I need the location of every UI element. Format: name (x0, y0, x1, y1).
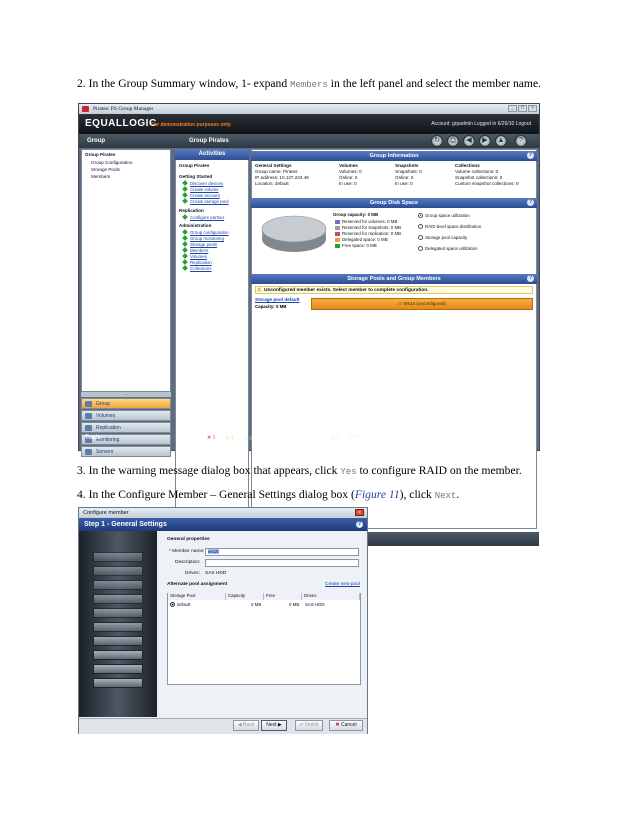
rack-unit (93, 636, 143, 646)
legend-label: Reserved for volumes: 0 MB (342, 219, 398, 224)
legend-item (335, 219, 397, 224)
tools-label[interactable]: Tools (85, 435, 101, 441)
row-drives: SAS HDD (305, 602, 325, 607)
bullet-icon (182, 229, 188, 235)
link-admin[interactable]: Storage pools (183, 242, 217, 247)
nav-replication[interactable] (81, 422, 171, 433)
tree-item-storage-pools[interactable]: Storage Pools (91, 167, 120, 172)
col-storage-pool[interactable]: Storage Pool (168, 593, 226, 600)
bullet-icon (182, 265, 188, 271)
general-settings-block: General Settings Group name: Pirates IP address: 10.127.234.46 Location: default (255, 163, 309, 186)
main-panel-title: Group Pirates (189, 138, 229, 144)
tree-item-group[interactable]: Group Pirates (85, 152, 116, 157)
link-configure-partner[interactable]: Configure partner (183, 215, 224, 220)
close-button[interactable]: × (528, 105, 537, 112)
equallogic-logo: EQUALLOGIC (85, 118, 157, 129)
maximize-button[interactable]: □ (518, 105, 527, 112)
group-capacity-label: Group capacity: 0 MB (333, 212, 379, 217)
alarm-info: ⓘ 0 (243, 436, 253, 442)
legend-item (335, 225, 401, 230)
link-admin[interactable]: Group configuration (183, 230, 229, 235)
row-capacity: 0 MB (251, 602, 262, 607)
nav-servers[interactable] (81, 446, 171, 457)
step-4-part: 4. In the Configure Member – General Settings dialog box ( (77, 488, 355, 501)
replication-icon (85, 425, 92, 431)
step-3-text (77, 464, 522, 479)
button-row (79, 718, 367, 734)
col-free[interactable]: Free (264, 593, 302, 600)
bullet-icon (182, 198, 188, 204)
activities-group: Group Pirates (179, 163, 210, 168)
step-3-part: 3. In the warning message dialog box that appears, click (77, 464, 341, 477)
legend-label: Free space: 0 MB (342, 243, 377, 248)
op-running: ⚙ 0 (331, 435, 340, 441)
dialog-title: Configure member (83, 510, 129, 516)
radio-selected-icon (418, 213, 423, 218)
step-2-part: in the left panel and select the member name. (327, 77, 541, 90)
members-code: Members (290, 80, 328, 90)
row-free: 0 MB (289, 602, 300, 607)
alternate-pool-heading: Alternate pool assignment (167, 582, 228, 587)
refresh-icon[interactable]: ↻ (431, 135, 443, 147)
volumes-icon (85, 413, 92, 419)
step-header: Step 1 - General Settings ? (79, 518, 367, 531)
radio-raid[interactable]: RAID level space distribution (418, 224, 481, 229)
step-4-part: . (456, 488, 460, 501)
rack-unit (93, 608, 143, 618)
link-admin[interactable]: Members (183, 248, 208, 253)
administration-heading: Administration (179, 223, 212, 228)
bullet-icon (182, 180, 188, 186)
op-pending: ⚙ 0 (349, 435, 358, 441)
col-drives[interactable]: Drives (302, 593, 360, 600)
help-icon[interactable]: ? (357, 521, 362, 527)
servers-icon (85, 449, 92, 455)
yes-code: Yes (340, 467, 357, 477)
pie-top (262, 216, 326, 242)
legend-item (335, 231, 401, 236)
link-discover[interactable]: Discover devices (183, 181, 223, 186)
drives-label: Drives: (185, 571, 200, 576)
nav-label: Replication (96, 425, 121, 431)
legend-item (335, 237, 388, 242)
step-3-part: to configure RAID on the member. (356, 464, 522, 477)
finish-button[interactable]: ✔ Finish (295, 720, 323, 731)
next-button[interactable]: Next ▶ (261, 720, 287, 731)
create-pool-link[interactable]: Create new pool (325, 582, 360, 587)
help-icon[interactable]: ? (528, 152, 533, 158)
configure-member-dialog (78, 507, 368, 734)
drives-value: SAS HDD (205, 571, 227, 576)
window-title-bar (79, 104, 539, 114)
panel-splitter[interactable]: ⋯ (81, 392, 171, 397)
col-capacity[interactable]: Capacity (226, 593, 264, 600)
member-name-label: * Member name: (169, 549, 205, 554)
legend-label: Delegated space: 0 MB (342, 237, 388, 242)
volumes-block: Volumes Volumes: 0 Online: 0 In use: 0 (339, 163, 362, 186)
link-create-pool[interactable]: Create storage pool (183, 199, 229, 204)
legend-swatch (335, 232, 340, 236)
left-panel-title: Group (87, 138, 105, 144)
description-input[interactable] (205, 559, 359, 567)
legend-swatch (335, 238, 340, 242)
demo-notice: For demonstration purposes only (151, 122, 231, 128)
radio-icon (418, 235, 423, 240)
nav-group[interactable] (81, 398, 171, 409)
legend-swatch (335, 226, 340, 230)
radio-group-space[interactable]: Group space utilization (418, 213, 470, 218)
close-icon[interactable]: × (355, 509, 364, 516)
minimize-button[interactable]: _ (508, 105, 517, 112)
step-4-part: ), click (399, 488, 435, 501)
collections-block: Collections Volume collections: 0 Snapshot collections: 0 Custom snapshot collections: 0 (455, 163, 519, 186)
disk-space-header: Group Disk Space ? (251, 198, 537, 208)
warning-banner: ⚠ Unconfigured member exists. Select member to complete configuration. (255, 286, 533, 294)
back-button[interactable]: ◀ Back (233, 720, 259, 731)
nav-label: Volumes (96, 413, 116, 419)
step-2-text (77, 77, 541, 92)
cancel-icon: ✖ (335, 722, 340, 728)
alarms-label[interactable]: Alarms (179, 435, 200, 441)
bullet-icon (182, 241, 188, 247)
link-admin[interactable]: Volumes (183, 254, 207, 259)
nav-label: Monitoring (96, 437, 120, 443)
tree-item-members[interactable]: Members (91, 174, 111, 179)
rack-unit (93, 580, 143, 590)
back-icon[interactable]: ◀ (463, 135, 475, 147)
group-icon (85, 401, 92, 407)
bullet-icon (182, 186, 188, 192)
legend-item (335, 243, 377, 248)
nav-volumes[interactable] (81, 410, 171, 421)
rack-unit (93, 664, 143, 674)
window-title: Pirates: PS Group Manager (93, 106, 154, 112)
unconfigured-member-bar[interactable]: ⚠ Ws15 (unconfigured) (311, 298, 533, 310)
next-code: Next (434, 491, 457, 501)
bullet-icon (182, 214, 188, 220)
bullet-icon (182, 259, 188, 265)
radio-pool-capacity[interactable]: Storage pool capacity (418, 235, 467, 240)
link-create-volume[interactable]: Create volume (183, 187, 219, 192)
figure-ref: Figure 11 (354, 488, 400, 501)
getting-started-heading: Getting Started (179, 174, 213, 179)
group-manager-screenshot (78, 103, 540, 455)
group-info-header: Group Information ? (251, 151, 537, 161)
legend-swatch (335, 220, 340, 224)
dialog-title-bar (79, 508, 367, 518)
tree-panel (81, 149, 171, 392)
rack-unit (93, 594, 143, 604)
bullet-icon (182, 253, 188, 259)
print-icon[interactable]: ⎙ (447, 135, 459, 147)
step-4-text (77, 488, 459, 503)
snapshots-block: Snapshots Snapshots: 0 Online: 0 In use: 0 (395, 163, 422, 186)
radio-icon (418, 224, 423, 229)
help-icon[interactable]: ? (528, 199, 533, 205)
radio-selected-icon (170, 602, 175, 607)
radio-icon (418, 246, 423, 251)
rack-unit (93, 650, 143, 660)
rack-unit (93, 622, 143, 632)
capacity-pie-chart (261, 214, 327, 254)
cancel-button[interactable]: ✖ Cancel (329, 720, 363, 731)
pools-header: Storage Pools and Group Members ? (251, 274, 537, 284)
legend-label: Reserved for replication: 0 MB (342, 231, 402, 236)
table-row[interactable]: default (170, 602, 190, 607)
bullet-icon (182, 192, 188, 198)
nav-label: Group (96, 401, 110, 407)
rack-unit (93, 566, 143, 576)
account-info[interactable]: Account: grpadmin Logged in 6/26/10 Logout (431, 121, 531, 127)
activities-title: Activities (175, 149, 249, 160)
help-icon[interactable]: ? (515, 135, 527, 147)
radio-delegated[interactable]: Delegated space utilization (418, 246, 477, 251)
bullet-icon (182, 235, 188, 241)
pool-capacity: Capacity: 0 MB (255, 304, 287, 309)
storage-pool-link[interactable]: Storage pool default (255, 297, 300, 302)
forward-icon[interactable]: ▶ (479, 135, 491, 147)
step-2-part: 2. In the Group Summary window, 1- expand (77, 77, 291, 90)
replication-heading: Replication (179, 208, 204, 213)
app-icon (82, 106, 89, 112)
help-icon[interactable]: ? (528, 275, 533, 281)
tree-item-group-configuration[interactable]: Group Configuration (91, 160, 133, 165)
pool-table (167, 593, 361, 685)
bullet-icon (182, 247, 188, 253)
general-properties-heading: General properties (167, 537, 210, 542)
link-admin[interactable]: Replication (183, 260, 212, 265)
legend-swatch (335, 244, 340, 248)
link-admin[interactable]: Collections (183, 266, 211, 271)
alarm-critical: ✖ 0 (207, 435, 216, 441)
description-label: Description: (175, 560, 201, 565)
link-create-account[interactable]: Create account (183, 193, 220, 198)
nav-label: Servers (96, 449, 114, 455)
rack-unit (93, 552, 143, 562)
operations-label[interactable]: Operations (285, 435, 317, 441)
member-name-input[interactable]: ws15 (205, 548, 359, 556)
legend-label: Reserved for snapshots: 0 MB (342, 225, 402, 230)
alarm-warning: ⚠ 1 (225, 435, 234, 441)
warning-icon: ⚠ (397, 301, 404, 306)
warning-icon: ⚠ (257, 288, 262, 293)
up-icon[interactable]: ▲ (495, 135, 507, 147)
rack-unit (93, 678, 143, 688)
link-admin[interactable]: Group monitoring (183, 236, 224, 241)
